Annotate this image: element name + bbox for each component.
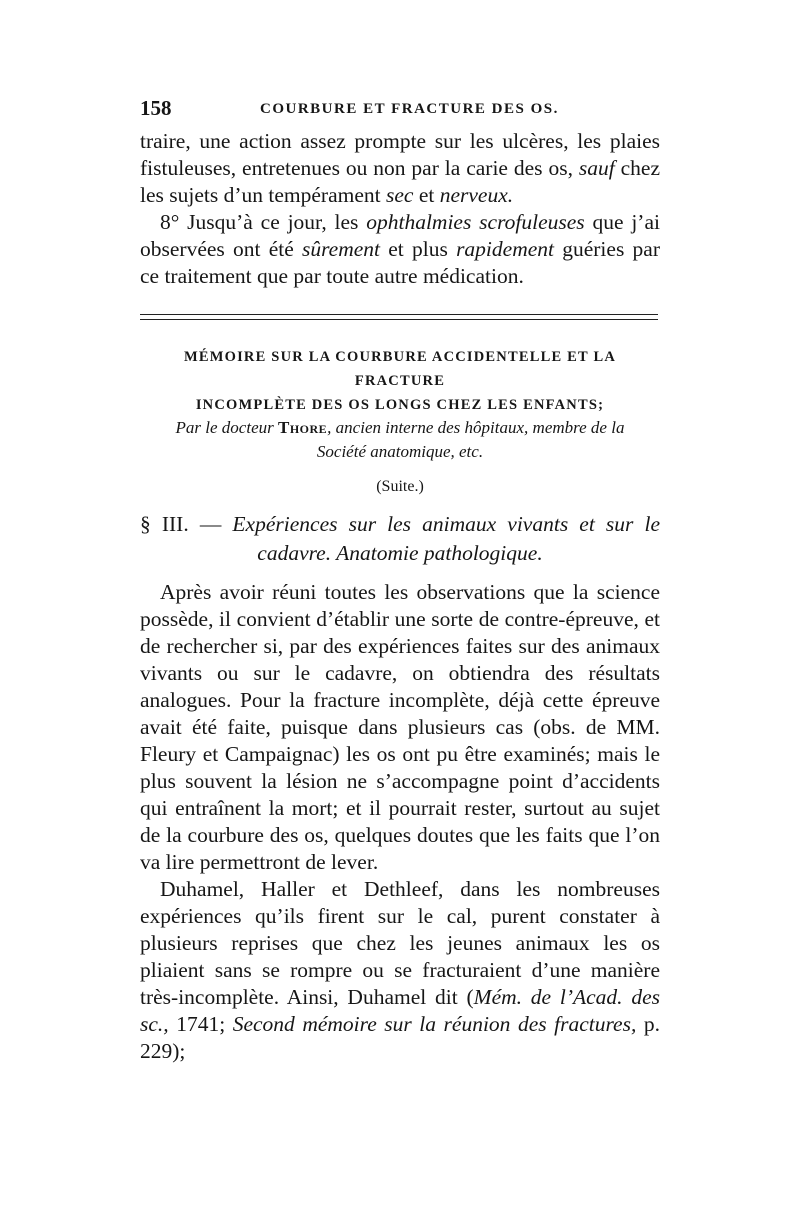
author-name: Thore — [277, 418, 328, 437]
divider-rule — [140, 319, 658, 320]
top-text-block — [140, 128, 660, 290]
section-number: § III. — [140, 512, 189, 536]
divider-rule — [140, 314, 658, 315]
article-title: MÉMOIRE SUR LA COURBURE ACCIDENTELLE ET LA FRACTURE INCOMPLÈTE DES OS LONGS CHEZ LES ENFANTS; — [183, 349, 617, 413]
page-header — [140, 96, 660, 124]
page-number: 158 — [140, 96, 172, 120]
paragraph: Après avoir réuni toutes les observations que la science possède, il convient d’établir une sorte de contre-épreuve, et de rechercher si, par des expériences faites sur des animaux vivants ou sur le cadavre, on obtiendra des résultats analogues. Pour la fracture incomplète, déjà cette épreuve avait été faite, puisque dans plusieurs cas (obs. de MM. Fleury et Campaignac) les os ont pu être examinés; mais le plus souvent la lésion ne s’accompagne point d’accidents qui entraînent la mort; et il pourrait rester, surtout au sujet de la courbure des os, quelques doutes que les faits que l’on va lire permettront de lever. — [140, 580, 660, 874]
paragraph: traire, une action assez prompte sur les ulcères, les plaies fistuleuses, entretenues ou non par la carie des os, sauf chez les sujets d’un tempérament sec et nerveux. — [140, 129, 660, 207]
paragraph: Duhamel, Haller et Dethleef, dans les nombreuses expériences qu’ils firent sur le cal, purent constater à plusieurs reprises que chez les jeunes animaux les os pliaient sans se rompre ou se fracturaient d’une manière très-incomplète. Ainsi, Duhamel dit (Mém. de l’Acad. des sc., 1741; Second mémoire sur la réunion des fractures, p. 229); — [140, 877, 660, 1063]
section-heading: § III. — Expériences sur les animaux vivants et sur le cadavre. Anatomie pathologique. — [140, 512, 661, 565]
body-text — [140, 579, 660, 1065]
article-author: Par le docteur Thore, ancien interne des hôpitaux, membre de la Société anatomique, etc. — [175, 418, 625, 461]
paragraph: 8° Jusqu’à ce jour, les ophthalmies scrofuleuses que j’ai observées ont été sûrement et plus rapidement guéries par ce traitement que par toute autre médication. — [140, 210, 660, 288]
continuation-note: (Suite.) — [376, 478, 424, 495]
running-title: COURBURE ET FRACTURE DES OS. — [260, 101, 559, 117]
